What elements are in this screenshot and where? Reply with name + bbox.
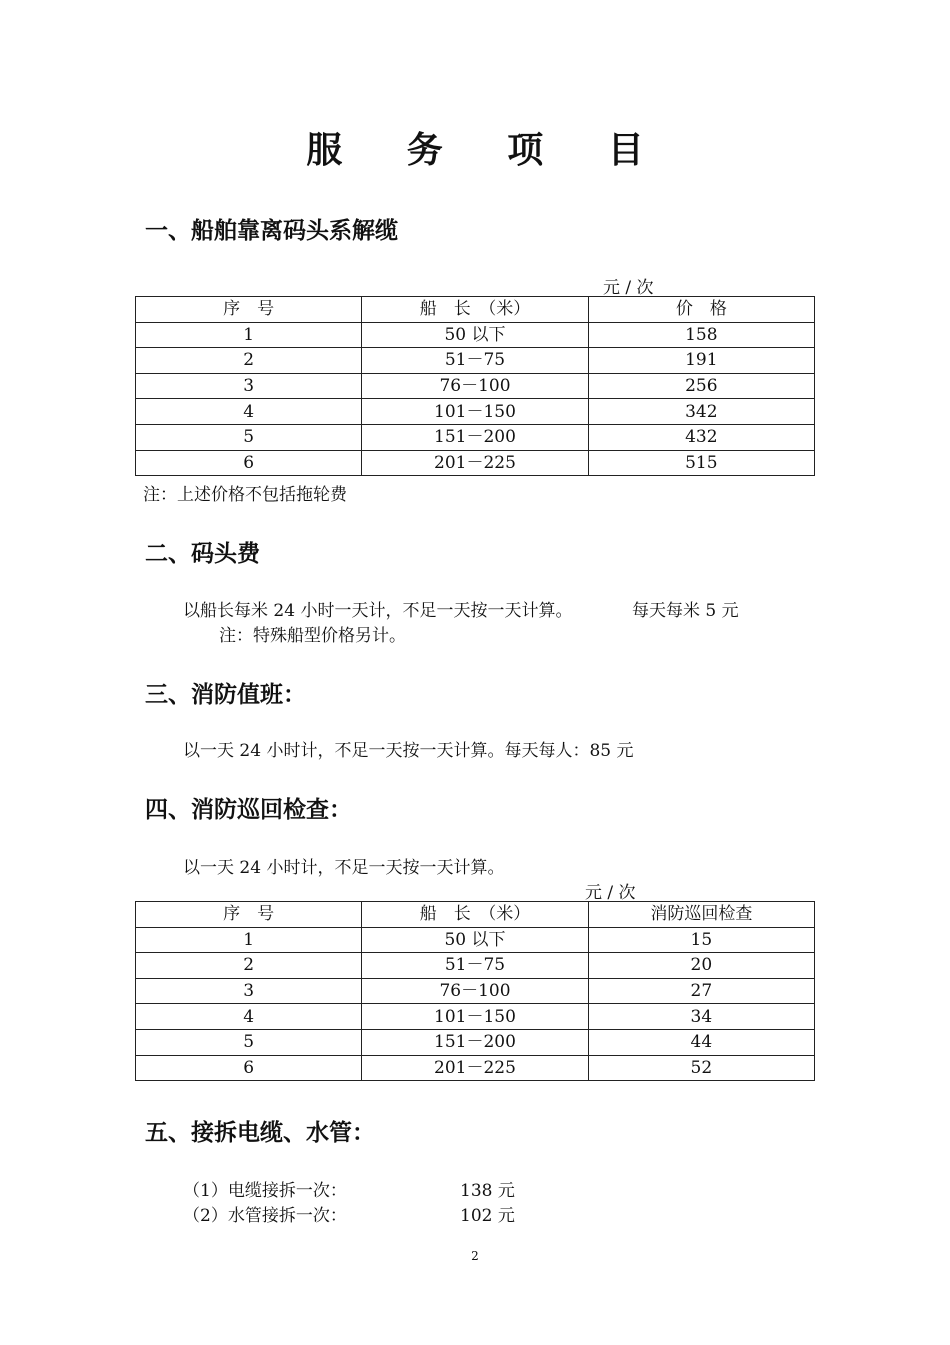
table-row (136, 1029, 815, 1055)
table-cell: 6 (136, 1055, 362, 1081)
table-cell: 4 (136, 399, 362, 425)
section-heading-mooring: 一、船舶靠离码头系解缆 (145, 217, 398, 244)
table-cell: 52 (588, 1055, 814, 1081)
cable-item-price: 138 元 (460, 1181, 515, 1201)
table-cell: 44 (588, 1029, 814, 1055)
column-header: 序 号 (136, 902, 362, 928)
table-cell: 2 (136, 348, 362, 374)
table-cell: 51－75 (362, 348, 588, 374)
table-cell: 27 (588, 978, 814, 1004)
table-cell: 50 以下 (362, 927, 588, 953)
table-cell: 151－200 (362, 424, 588, 450)
table-header-row (136, 902, 815, 928)
table-row (136, 1055, 815, 1081)
column-header: 序 号 (136, 297, 362, 323)
table-cell: 515 (588, 450, 814, 476)
table-cell: 201－225 (362, 1055, 588, 1081)
fire-patrol-table (135, 901, 815, 1081)
column-header: 船 长 （米） (362, 297, 588, 323)
table-cell: 2 (136, 953, 362, 979)
hose-item-price: 102 元 (460, 1206, 515, 1226)
table-cell: 51－75 (362, 953, 588, 979)
table-row (136, 953, 815, 979)
table-cell: 15 (588, 927, 814, 953)
table-cell: 432 (588, 424, 814, 450)
table-cell: 151－200 (362, 1029, 588, 1055)
table-cell: 50 以下 (362, 322, 588, 348)
page-title: 服 务 项 目 (306, 129, 670, 171)
column-header: 价 格 (588, 297, 814, 323)
table-cell: 1 (136, 322, 362, 348)
table-cell: 76－100 (362, 978, 588, 1004)
table-cell: 101－150 (362, 399, 588, 425)
table-cell: 34 (588, 1004, 814, 1030)
wharfage-rate: 每天每米 5 元 (632, 601, 739, 621)
table-cell: 201－225 (362, 450, 588, 476)
table-row (136, 348, 815, 374)
hose-item-label: （2）水管接拆一次： (183, 1206, 347, 1226)
section-heading-cables-hoses: 五、接拆电缆、水管： (145, 1119, 375, 1146)
mooring-note: 注：上述价格不包括拖轮费 (143, 485, 347, 505)
fire-watch-rule: 以一天 24 小时计，不足一天按一天计算。每天每人：85 元 (183, 741, 634, 761)
section-heading-fire-patrol: 四、消防巡回检查： (145, 796, 352, 823)
table-cell: 4 (136, 1004, 362, 1030)
section-heading-wharfage: 二、码头费 (145, 540, 260, 567)
mooring-price-table (135, 296, 815, 476)
unit-label: 元 / 次 (603, 278, 654, 298)
table-cell: 101－150 (362, 1004, 588, 1030)
table-cell: 342 (588, 399, 814, 425)
table-cell: 191 (588, 348, 814, 374)
table-cell: 76－100 (362, 373, 588, 399)
column-header: 船 长 （米） (362, 902, 588, 928)
table-row (136, 927, 815, 953)
table-row (136, 373, 815, 399)
table-cell: 3 (136, 373, 362, 399)
table-cell: 6 (136, 450, 362, 476)
table-row (136, 424, 815, 450)
table-row (136, 1004, 815, 1030)
fire-patrol-rule: 以一天 24 小时计，不足一天按一天计算。 (183, 858, 505, 878)
wharfage-rule: 以船长每米 24 小时一天计，不足一天按一天计算。 (183, 601, 573, 621)
table-row (136, 322, 815, 348)
table-row (136, 399, 815, 425)
wharfage-note: 注：特殊船型价格另计。 (219, 626, 406, 646)
page-number: 2 (471, 1249, 479, 1263)
unit-label: 元 / 次 (585, 883, 636, 903)
column-header: 消防巡回检查 (588, 902, 814, 928)
table-cell: 5 (136, 424, 362, 450)
cable-item-label: （1）电缆接拆一次： (183, 1181, 347, 1201)
table-cell: 20 (588, 953, 814, 979)
table-cell: 1 (136, 927, 362, 953)
table-cell: 3 (136, 978, 362, 1004)
section-heading-fire-watch: 三、消防值班： (145, 681, 306, 708)
table-cell: 256 (588, 373, 814, 399)
table-row (136, 978, 815, 1004)
table-cell: 5 (136, 1029, 362, 1055)
table-cell: 158 (588, 322, 814, 348)
table-row (136, 450, 815, 476)
table-header-row (136, 297, 815, 323)
